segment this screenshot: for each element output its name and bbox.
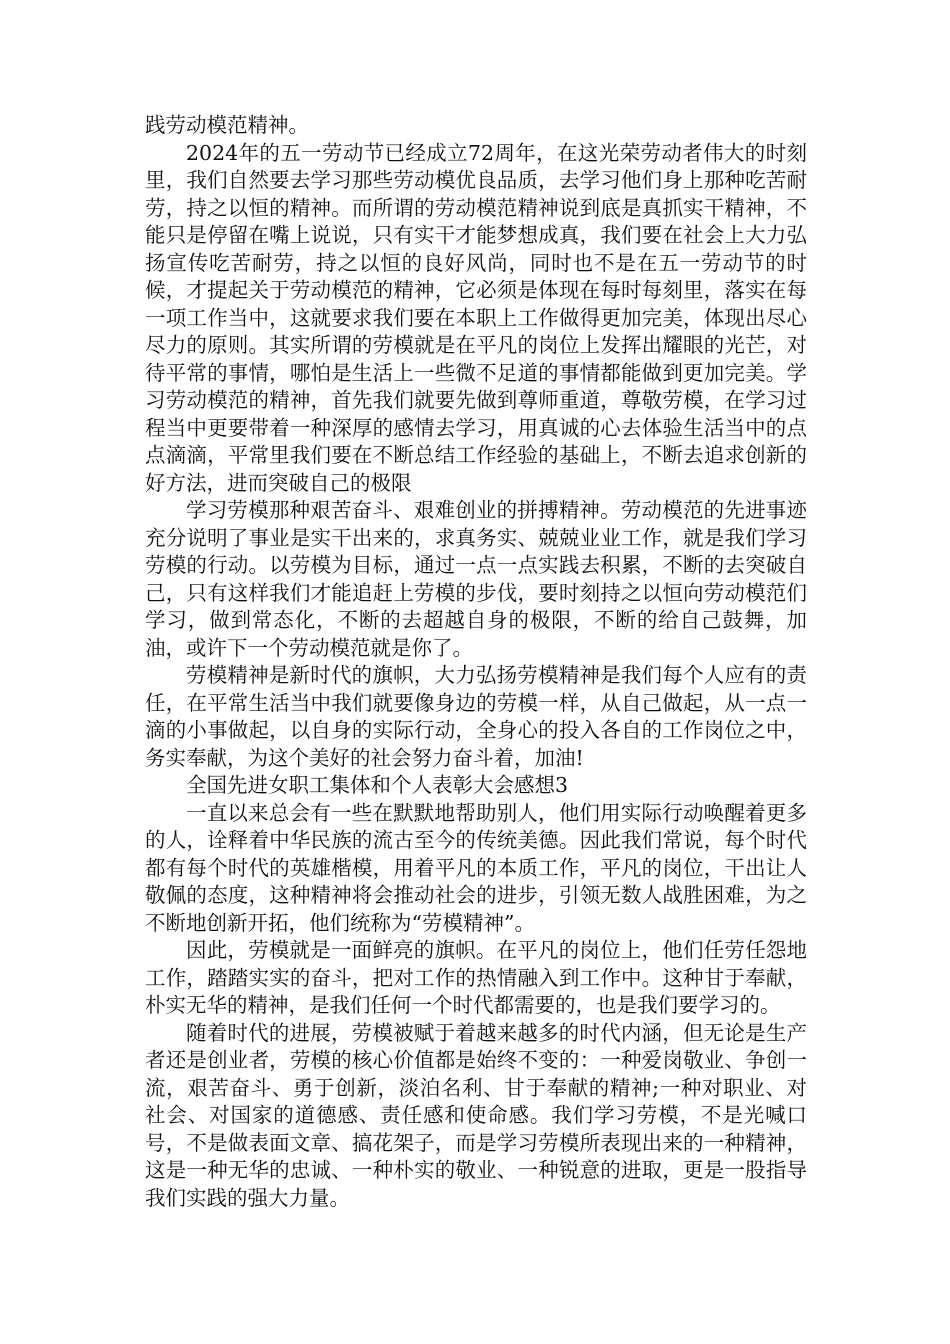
paragraph: 随着时代的进展，劳模被赋于着越来越多的时代内涵，但无论是生产者还是创业者，劳模的核心价值都是始终不变的：一种爱岗敬业、争创一流，艰苦奋斗、勇于创新，淡泊名利、甘于奉献的精神;一种对职业、对社会、对国家的道德感、责任感和使命感。我们学习劳模，不是光喊口号，不是做表面文章、搞花架子，而是学习劳模所表现出来的一种精神，这是一种无华的忠诚、一种朴实的敬业、一种锐意的进取，更是一股指导我们实践的强大力量。 [145, 1020, 807, 1210]
paragraph: 一直以来总会有一些在默默地帮助别人，他们用实际行动唤醒着更多的人，诠释着中华民族的流古至今的传统美德。因此我们常说，每个时代都有每个时代的英雄楷模，用着平凡的本质工作，平凡的岗位，干出让人敬佩的态度，这种精神将会推动社会的进步，引领无数人战胜困难，为之不断地创新开拓，他们统称为“劳模精神”。 [145, 800, 807, 935]
paragraph: 学习劳模那种艰苦奋斗、艰难创业的拼搏精神。劳动模范的先进事迹充分说明了事业是实干出来的，求真务实、兢兢业业工作，就是我们学习劳模的行动。以劳模为目标，通过一点一点实践去积累，不断的去突破自己，只有这样我们才能追赶上劳模的步伐，要时刻持之以恒向劳动模范们学习，做到常态化，不断的去超越自身的极限，不断的给自己鼓舞，加油，或许下一个劳动模范就是你了。 [145, 498, 807, 660]
paragraph: 因此，劳模就是一面鲜亮的旗帜。在平凡的岗位上，他们任劳任怨地工作，踏踏实实的奋斗，把对工作的热情融入到工作中。这种甘于奉献，朴实无华的精神，是我们任何一个时代都需要的，也是我们要学习的。 [145, 938, 807, 1017]
document-body [145, 112, 807, 1212]
section-heading: 全国先进女职工集体和个人表彰大会感想3 [186, 773, 569, 797]
paragraph: 劳模精神是新时代的旗帜，大力弘扬劳模精神是我们每个人应有的责任，在平常生活当中我们就要像身边的劳模一样，从自己做起，从一点一滴的小事做起，以自身的实际行动，全身心的投入各自的工作岗位之中，务实奉献，为这个美好的社会努力奋斗着，加油! [145, 663, 807, 770]
paragraph: 2024年的五一劳动节已经成立72周年，在这光荣劳动者伟大的时刻里，我们自然要去学习那些劳动模优良品质，去学习他们身上那种吃苦耐劳，持之以恒的精神。而所谓的劳动模范精神说到底是真抓实干精神，不能只是停留在嘴上说说，只有实干才能梦想成真，我们要在社会上大力弘扬宣传吃苦耐劳，持之以恒的良好风尚，同时也不是在五一劳动节的时候，才提起关于劳动模范的精神，它必须是体现在每时每刻里，落实在每一项工作当中，这就要求我们要在本职上工作做得更加完美，体现出尽心尽力的原则。其实所谓的劳模就是在平凡的岗位上发挥出耀眼的光芒，对待平常的事情，哪怕是生活上一些微不足道的事情都能做到更加完美。学习劳动模范的精神，首先我们就要先做到尊师重道，尊敬劳模，在学习过程当中更要带着一种深厚的感情去学习，用真诚的心去体验生活当中的点点滴滴，平常里我们要在不断总结工作经验的基础上，不断去追求创新的好方法，进而突破自己的极限 [145, 140, 807, 495]
paragraph: 践劳动模范精神。 [145, 113, 309, 137]
